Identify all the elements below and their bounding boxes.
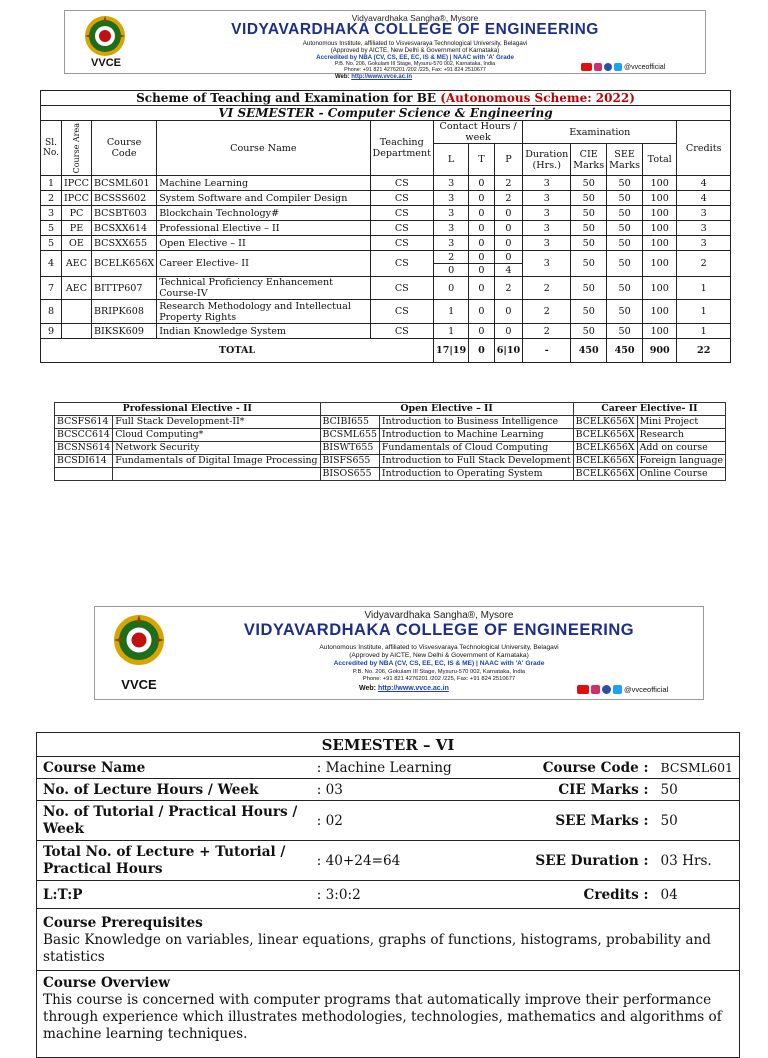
header-p: P [494,144,523,176]
cell-t: 0 [469,191,494,206]
cell-sl: 8 [41,300,62,324]
scheme-table [40,90,731,363]
header-l: L [434,144,469,176]
cell-area: AEC [62,277,92,300]
cell-l: 3 [434,191,469,206]
youtube-icon[interactable] [577,685,589,694]
cell-sl: 3 [41,206,62,221]
total-l: 17|19 [434,339,469,363]
cell-name: Open Elective – II [157,236,370,251]
cell-total: 100 [643,191,677,206]
cell-p: 0 [494,324,523,339]
cell-see: 50 [607,191,643,206]
total-p: 6|10 [494,339,523,363]
total-total: 900 [643,339,677,363]
electives-table [54,402,726,481]
cell-p: 0 [494,251,523,264]
tutorial-hours-value: : 02 [311,801,523,841]
cell-area [62,300,92,324]
total-credits: 22 [677,339,731,363]
cell-code: BCSSS602 [91,191,156,206]
cell-see: 50 [607,277,643,300]
elective-cell-oc: BCIBI655 [320,416,379,429]
cell-code: BCSML601 [91,176,156,191]
elective-cell-oc: BCSML655 [320,429,379,442]
overview-title: Course Overview [43,975,170,991]
cie-marks-value: 50 [654,779,739,801]
header-area-text: Course Area [71,122,81,174]
cell-dept: CS [370,221,433,236]
cell-total: 100 [643,300,677,324]
course-name-label: Course Name [37,757,311,779]
cell-credits: 3 [677,236,731,251]
course-name-value: : Machine Learning [311,757,523,779]
overview-section [37,971,740,1058]
cie-marks-label: CIE Marks : [523,779,655,801]
twitter-icon[interactable] [613,685,622,694]
elective-cell-oc: BISOS655 [320,468,379,481]
table-row [41,324,731,339]
cell-p: 2 [494,277,523,300]
cell-dept: CS [370,251,433,277]
cell-name: Indian Knowledge System [157,324,370,339]
elective-cell-pn [113,468,320,481]
header-dept: Teaching Department [370,121,433,176]
cell-code: BITTP607 [91,277,156,300]
lecture-hours-label: No. of Lecture Hours / Week [37,779,311,801]
logo-caption: VVCE [121,677,157,692]
lecture-hours-value: : 03 [311,779,523,801]
cell-area [62,324,92,339]
cell-dept: CS [370,300,433,324]
cell-dur: 3 [523,221,571,236]
elective-row [55,455,726,468]
facebook-icon[interactable] [604,63,612,71]
cell-credits: 4 [677,191,731,206]
credits-value: 04 [654,881,739,909]
cell-total: 100 [643,176,677,191]
cell-sl: 5 [41,221,62,236]
cell-dept: CS [370,176,433,191]
elective-cell-cn: Foreign language [637,455,726,468]
header-code: Course Code [91,121,156,176]
phone-line: Phone: +91 821 4276201 /202 /225, Fax: +91 824 2510677 [362,676,516,682]
elective-cell-oc: BISWT655 [320,442,379,455]
cell-sl: 9 [41,324,62,339]
cell-p: 0 [494,221,523,236]
elective-cell-cn: Research [637,429,726,442]
elective-row [55,416,726,429]
web-link[interactable]: http://www.vvce.ac.in [377,685,449,692]
elective-cell-pc: BCSCC614 [55,429,113,442]
cell-cie: 50 [571,191,607,206]
address-line: P.B. No. 206, Gokulam III Stage, Mysuru-570 002, Karnataka, India [352,669,526,675]
facebook-icon[interactable] [602,685,611,694]
web-link[interactable]: http://www.vvce.ac.in [351,74,413,80]
cell-dur: 2 [523,300,571,324]
header-area [62,121,92,176]
cell-dept: CS [370,277,433,300]
total-t: 0 [469,339,494,363]
header-sl: Sl. No. [41,121,62,176]
college-header-banner-1 [64,10,706,80]
header-credits: Credits [677,121,731,176]
cell-sl: 7 [41,277,62,300]
cell-code: BRIPK608 [91,300,156,324]
cell-credits: 2 [677,251,731,277]
cell-p: 2 [494,176,523,191]
table-row [41,277,731,300]
college-name: VIDYAVARDHAKA COLLEGE OF ENGINEERING [243,621,635,639]
header-duration: Duration (Hrs.) [523,144,571,176]
cell-name: Blockchain Technology# [157,206,370,221]
cell-t: 0 [469,277,494,300]
table-row [41,236,731,251]
see-duration-label: SEE Duration : [523,841,655,881]
total-label: TOTAL [41,339,434,363]
elective-cell-cc: BCELK656X [573,429,637,442]
cell-see: 50 [607,176,643,191]
prerequisites-title: Course Prerequisites [43,915,203,931]
accreditation-line: Accredited by NBA (CV, CS, EE, EC, IS & ME) | NAAC with 'A' Grade [333,660,545,667]
table-row [41,191,731,206]
header-contact: Contact Hours / week [434,121,523,144]
affiliation-line: Autonomous Institute, affiliated to Visvesvaraya Technological University, Belagavi [319,644,559,651]
cell-t: 0 [469,324,494,339]
total-row [41,339,731,363]
cell-dept: CS [370,206,433,221]
cell-area: PE [62,221,92,236]
elective-cell-cn: Online Course [637,468,726,481]
cell-credits: 1 [677,277,731,300]
cell-credits: 1 [677,324,731,339]
cell-l: 0 [434,277,469,300]
cell-code: BCELK656X [91,251,156,277]
total-cie: 450 [571,339,607,363]
cell-credits: 4 [677,176,731,191]
cell-t: 0 [469,251,494,264]
table-row [41,176,731,191]
cell-cie: 50 [571,324,607,339]
credits-label: Credits : [523,881,655,909]
social-handles [577,685,668,694]
semester-heading: SEMESTER – VI [37,733,740,757]
cell-credits: 1 [677,300,731,324]
cell-dur: 2 [523,324,571,339]
cell-see: 50 [607,300,643,324]
cell-credits: 3 [677,221,731,236]
cell-l: 1 [434,300,469,324]
cell-l: 0 [434,264,469,277]
approval-line: (Approved by AICTE, New Delhi & Government of Karnataka) [349,652,529,659]
cell-p: 0 [494,236,523,251]
cell-cie: 50 [571,251,607,277]
cell-see: 50 [607,206,643,221]
address-line: P.B. No. 206, Gokulam III Stage, Mysuru-570 002, Karnataka, India [334,61,496,67]
cell-cie: 50 [571,206,607,221]
cell-sl: 1 [41,176,62,191]
cell-cie: 50 [571,277,607,300]
web-line [335,74,412,80]
cell-l: 3 [434,176,469,191]
cell-t: 0 [469,221,494,236]
cell-area: PC [62,206,92,221]
header-professional-elective: Professional Elective - II [55,403,321,416]
cell-area: IPCC [62,191,92,206]
cell-dur: 3 [523,191,571,206]
cell-code: BCSBT603 [91,206,156,221]
cell-name: Technical Proficiency Enhancement Course-IV [157,277,370,300]
cell-p: 0 [494,300,523,324]
total-hours-value: : 40+24=64 [311,841,523,881]
scheme-title [41,91,731,106]
social-handles [581,63,665,71]
cell-sl: 4 [41,251,62,277]
cell-dept: CS [370,236,433,251]
web-label: Web: [359,685,376,692]
phone-line: Phone: +91 821 4276201 /202 /225, Fax: +91 824 2510677 [344,67,486,73]
header-cie: CIE Marks [571,144,607,176]
elective-cell-cn: Add on course [637,442,726,455]
elective-cell-pn: Full Stack Development-II* [113,416,320,429]
elective-cell-cn: Mini Project [637,416,726,429]
course-code-value: BCSML601 [654,757,739,779]
cell-t: 0 [469,236,494,251]
elective-cell-pc: BCSNS614 [55,442,113,455]
cell-duration: 3 [523,251,571,277]
ltp-value: : 3:0:2 [311,881,523,909]
elective-cell-pn: Fundamentals of Digital Image Processing [113,455,320,468]
elective-cell-on: Introduction to Operating System [379,468,573,481]
elective-cell-cc: BCELK656X [573,455,637,468]
instagram-icon[interactable] [591,685,600,694]
cell-credits: 3 [677,206,731,221]
ltp-label: L:T:P [37,881,311,909]
scheme-title-red: (Autonomous Scheme: 2022) [440,91,635,105]
cell-area: AEC [62,251,92,277]
cell-sl: 5 [41,236,62,251]
cell-cie: 50 [571,176,607,191]
total-duration: - [523,339,571,363]
instagram-icon[interactable] [594,63,602,71]
cell-dept: CS [370,324,433,339]
total-hours-label: Total No. of Lecture + Tutorial / Practical Hours [37,841,311,881]
prerequisites-text: Basic Knowledge on variables, linear equations, graphs of functions, histograms, probability and statistics [43,932,711,965]
logo-caption: VVCE [91,57,121,69]
tutorial-hours-label: No. of Tutorial / Practical Hours / Week [37,801,311,841]
cell-l: 2 [434,251,469,264]
see-marks-value: 50 [654,801,739,841]
college-name: VIDYAVARDHAKA COLLEGE OF ENGINEERING [231,21,599,38]
cell-total: 100 [643,324,677,339]
elective-cell-on: Fundamentals of Cloud Computing [379,442,573,455]
header-name: Course Name [157,121,370,176]
elective-cell-on: Introduction to Full Stack Development [379,455,573,468]
cell-name: System Software and Compiler Design [157,191,370,206]
header-open-elective: Open Elective – II [320,403,573,416]
table-row [41,300,731,324]
approval-line: (Approved by AICTE, New Delhi & Government of Karnataka) [330,47,500,54]
cell-code: BCSXX655 [91,236,156,251]
cell-dur: 2 [523,277,571,300]
cell-l: 3 [434,221,469,236]
cell-p: 2 [494,191,523,206]
elective-row [55,468,726,481]
sangha-line: Vidyavardhaka Sangha®, Mysore [351,13,479,23]
table-row [41,206,731,221]
table-row [41,251,731,264]
web-line [359,685,449,692]
cell-t: 0 [469,206,494,221]
elective-cell-oc: BISFS655 [320,455,379,468]
cell-name: Career Elective- II [157,251,370,277]
see-marks-label: SEE Marks : [523,801,655,841]
cell-dur: 3 [523,236,571,251]
header-t: T [469,144,494,176]
elective-cell-cc: BCELK656X [573,416,637,429]
cell-total: 100 [643,251,677,277]
elective-row [55,429,726,442]
accreditation-line: Accredited by NBA (CV, CS, EE, EC, IS & ME) | NAAC with 'A' Grade [316,54,514,61]
cell-area: OE [62,236,92,251]
social-handle-text: @vvceofficial [624,685,669,694]
cell-see: 50 [607,251,643,277]
cell-cie: 50 [571,221,607,236]
cell-dur: 3 [523,206,571,221]
cell-l: 1 [434,324,469,339]
cell-cie: 50 [571,236,607,251]
cell-cie: 50 [571,300,607,324]
college-header-banner-2 [94,606,704,700]
twitter-icon[interactable] [614,63,622,71]
cell-t: 0 [469,264,494,277]
social-handle-text: @vvceofficial [624,63,666,71]
elective-cell-pn: Cloud Computing* [113,429,320,442]
elective-cell-cc: BCELK656X [573,468,637,481]
total-see: 450 [607,339,643,363]
cell-code: BIKSK609 [91,324,156,339]
cell-total: 100 [643,277,677,300]
cell-name: Machine Learning [157,176,370,191]
prerequisites-section [37,909,740,971]
cell-dur: 3 [523,176,571,191]
elective-cell-on: Introduction to Machine Learning [379,429,573,442]
elective-row [55,442,726,455]
affiliation-line: Autonomous Institute, affiliated to Visvesvaraya Technological University, Belagavi [302,40,528,47]
sangha-line: Vidyavardhaka Sangha®, Mysore [364,610,514,621]
cell-name: Research Methodology and Intellectual Property Rights [157,300,370,324]
cell-t: 0 [469,176,494,191]
course-code-label: Course Code : [523,757,655,779]
cell-t: 0 [469,300,494,324]
cell-see: 50 [607,221,643,236]
elective-cell-cc: BCELK656X [573,442,637,455]
header-total: Total [643,144,677,176]
youtube-icon[interactable] [581,63,592,71]
cell-l: 3 [434,236,469,251]
header-see: SEE Marks [607,144,643,176]
header-career-elective: Career Elective- II [573,403,725,416]
scheme-subtitle: VI SEMESTER - Computer Science & Engineering [41,106,731,121]
cell-code: BCSXX614 [91,221,156,236]
elective-cell-pc: BCSFS614 [55,416,113,429]
cell-total: 100 [643,221,677,236]
cell-name: Professional Elective – II [157,221,370,236]
cell-p: 0 [494,206,523,221]
elective-cell-pc: BCSDI614 [55,455,113,468]
web-label: Web: [335,74,350,80]
cell-p: 4 [494,264,523,277]
see-duration-value: 03 Hrs. [654,841,739,881]
table-row [41,221,731,236]
cell-total: 100 [643,206,677,221]
elective-cell-on: Introduction to Business Intelligence [379,416,573,429]
cell-dept: CS [370,191,433,206]
cell-see: 50 [607,324,643,339]
course-details-table [36,732,740,1058]
elective-cell-pn: Network Security [113,442,320,455]
cell-l: 3 [434,206,469,221]
cell-sl: 2 [41,191,62,206]
cell-see: 50 [607,236,643,251]
elective-cell-pc [55,468,113,481]
header-exam: Examination [523,121,677,144]
cell-area: IPCC [62,176,92,191]
cell-total: 100 [643,236,677,251]
overview-text: This course is concerned with computer programs that automatically improve their performance through experience which illustrates methodologies, technologies, mathematics and algorithms of machine learning techniques. [43,992,722,1042]
scheme-title-text: Scheme of Teaching and Examination for BE [136,91,441,105]
